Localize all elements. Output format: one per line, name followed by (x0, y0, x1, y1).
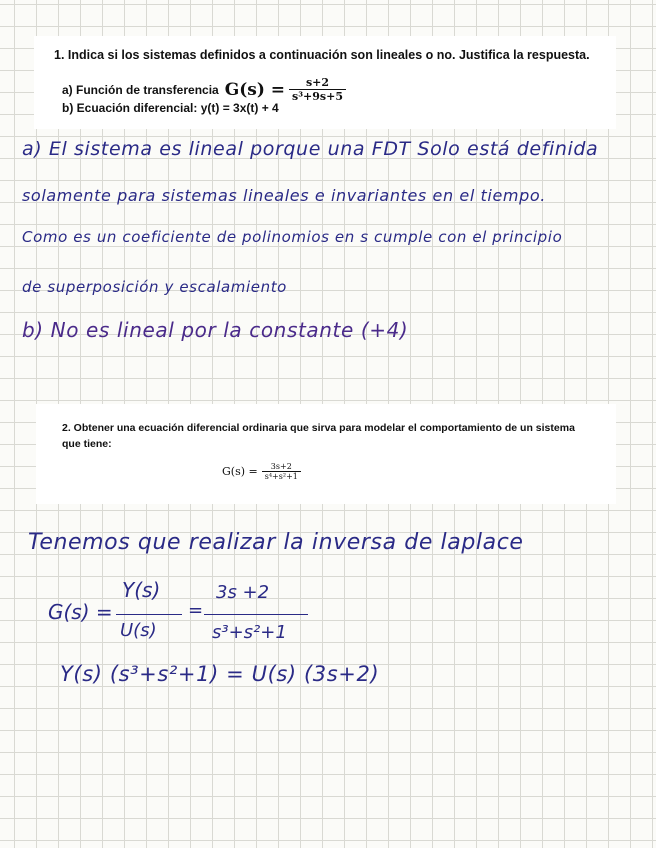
fraction-numerator: s+2 (305, 76, 330, 89)
item-a-label: a) Función de transferencia (62, 82, 219, 97)
fraction-denominator: s³+s²+1 (212, 622, 287, 643)
fraction-denominator: U(s) (120, 620, 157, 641)
handwritten-answer-line: de superposición y escalamiento (22, 278, 287, 296)
fraction-denominator: s³+9s+5 (289, 89, 346, 103)
handwritten-answer-line: solamente para sistemas lineales e invariantes en el tiempo. (22, 186, 546, 205)
equation-lhs: G(s) = (48, 600, 113, 624)
fraction-numerator: 3s +2 (216, 582, 270, 603)
fraction-bar (116, 614, 182, 615)
problem-2-title: 2. Obtener una ecuación diferencial ordinaria que sirva para modelar el comportamiento de un sistema que tiene: (62, 422, 575, 450)
handwritten-answer-line: Y(s) (s³+s²+1) = U(s) (3s+2) (60, 662, 380, 686)
fraction-numerator: 3s+2 (270, 462, 292, 471)
transfer-function-g: G(s) = (224, 79, 286, 100)
problem-1-item-b: b) Ecuación diferencial: y(t) = 3x(t) + 4 (62, 101, 279, 115)
equation-g: G(s) = (222, 465, 258, 478)
equation-fraction (262, 462, 301, 481)
handwritten-equation (48, 578, 308, 650)
problem-2-card (36, 404, 616, 504)
handwritten-answer-line: a) El sistema es lineal porque una FDT Solo está definida (22, 138, 599, 160)
transfer-function-fraction (289, 76, 346, 103)
problem-1-title: 1. Indica si los sistemas definidos a continuación son lineales o no. Justifica la respuesta. (54, 48, 590, 62)
fraction-denominator: s⁴+s²+1 (262, 471, 301, 481)
handwritten-answer-line: Tenemos que realizar la inversa de laplace (28, 530, 524, 555)
problem-2-equation (222, 462, 301, 481)
fraction-numerator: Y(s) (122, 578, 161, 602)
problem-1-item-a (62, 76, 346, 103)
problem-1-card (34, 36, 616, 129)
handwritten-answer-line: Como es un coeficiente de polinomios en s cumple con el principio (22, 228, 563, 246)
fraction-bar (204, 614, 308, 615)
equals-sign: = (188, 600, 204, 621)
handwritten-answer-line: b) No es lineal por la constante (+4) (22, 318, 409, 342)
